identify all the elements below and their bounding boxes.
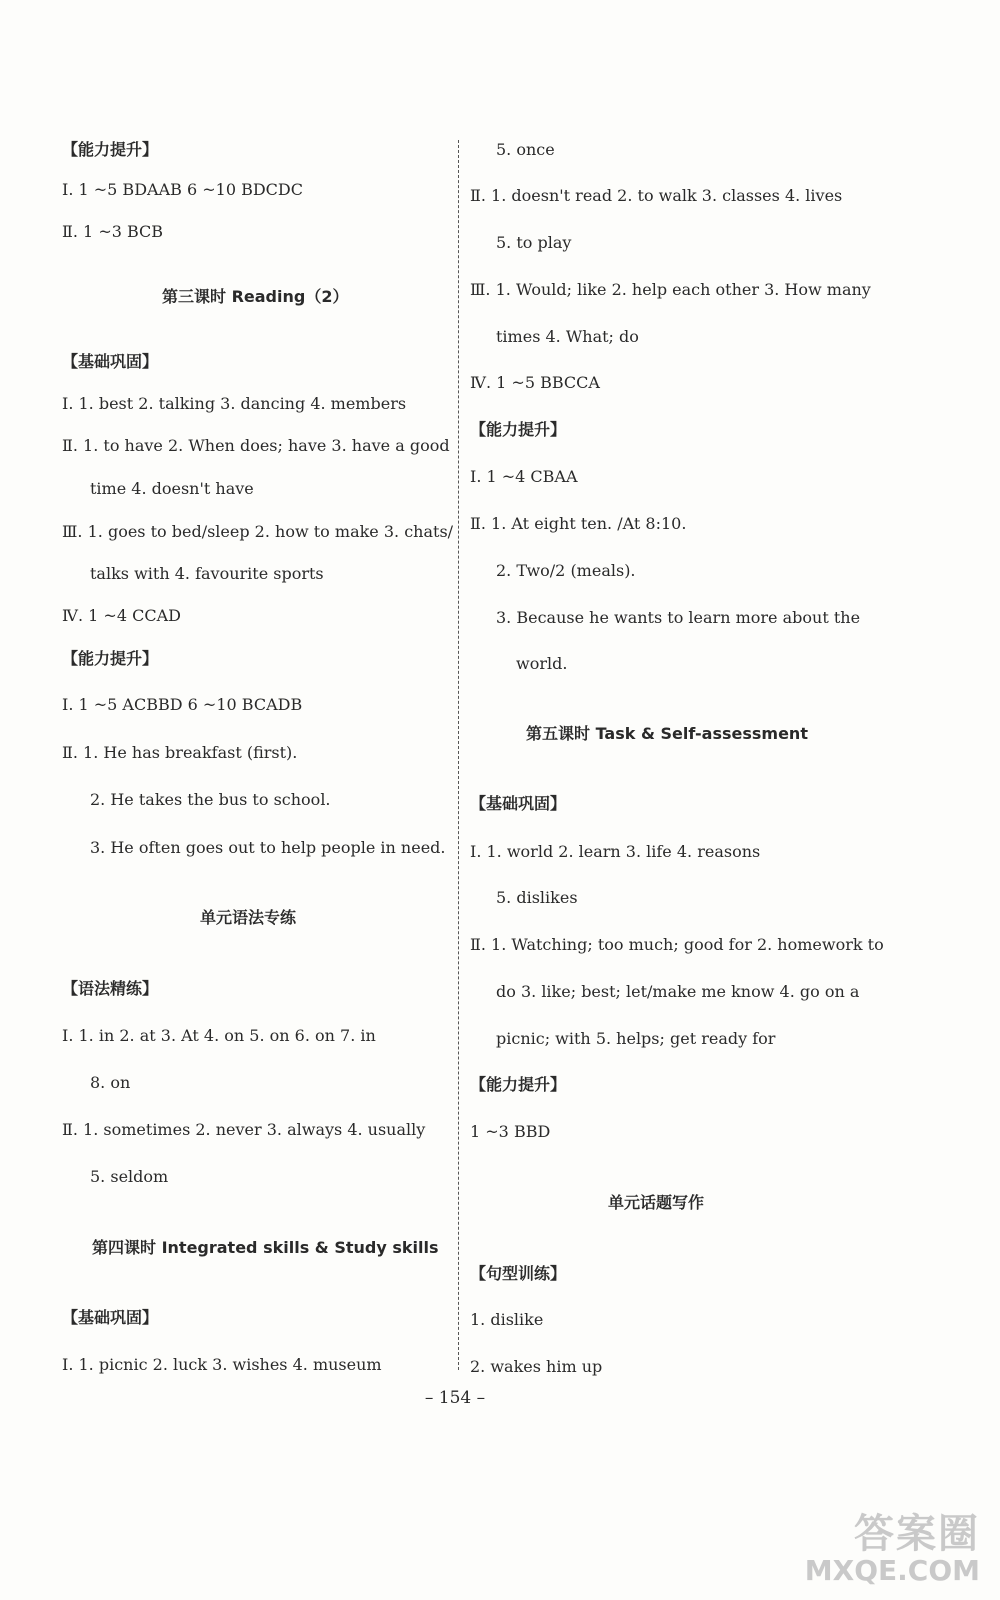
section-heading: 【能力提升】 <box>62 140 159 159</box>
section-heading: 【基础巩固】 <box>62 352 159 371</box>
page-number: – 154 – <box>424 1388 486 1408</box>
answer-line: talks with 4. favourite sports <box>90 564 324 583</box>
answer-line: Ⅰ. 1 ~4 CBAA <box>470 467 578 486</box>
answer-line: Ⅳ. 1 ~5 BBCCA <box>470 373 600 392</box>
answer-line: world. <box>516 654 568 673</box>
answer-line: 2. He takes the bus to school. <box>90 790 331 809</box>
answer-line: Ⅰ. 1 ~5 BDAAB 6 ~10 BDCDC <box>62 180 303 199</box>
answer-line: time 4. doesn't have <box>90 479 254 498</box>
section-heading: 【能力提升】 <box>470 420 567 439</box>
answer-line: Ⅱ. 1. to have 2. When does; have 3. have a good <box>62 436 450 455</box>
answer-line: 5. seldom <box>90 1167 169 1186</box>
answer-line: Ⅰ. 1. picnic 2. luck 3. wishes 4. museum <box>62 1355 382 1374</box>
answer-line: Ⅱ. 1 ~3 BCB <box>62 222 164 241</box>
watermark <box>760 1512 980 1592</box>
answer-line: Ⅳ. 1 ~4 CCAD <box>62 606 181 625</box>
section-heading: 【基础巩固】 <box>62 1308 159 1327</box>
answer-line: 5. to play <box>496 233 572 252</box>
answer-line: 8. on <box>90 1073 131 1092</box>
answer-line: 2. Two/2 (meals). <box>496 561 636 580</box>
answer-line: 5. once <box>496 140 555 159</box>
answer-line: Ⅰ. 1. in 2. at 3. At 4. on 5. on 6. on 7. in <box>62 1026 376 1045</box>
answer-line: Ⅱ. 1. doesn't read 2. to walk 3. classes 4. lives <box>470 186 843 205</box>
answer-line: picnic; with 5. helps; get ready for <box>496 1029 776 1048</box>
answer-line: Ⅱ. 1. At eight ten. /At 8:10. <box>470 514 687 533</box>
answer-line: 1 ~3 BBD <box>470 1122 551 1141</box>
answer-line: 2. wakes him up <box>470 1357 603 1376</box>
answer-line: Ⅲ. 1. goes to bed/sleep 2. how to make 3. chats/ <box>62 522 454 541</box>
section-heading: 【能力提升】 <box>470 1075 567 1094</box>
answer-line: times 4. What; do <box>496 327 639 346</box>
lesson-title: 第三课时 Reading（2） <box>162 287 349 306</box>
lesson-title: 单元话题写作 <box>608 1193 705 1212</box>
section-heading: 【句型训练】 <box>470 1264 567 1283</box>
answer-line: Ⅱ. 1. sometimes 2. never 3. always 4. usually <box>62 1120 426 1139</box>
answer-line: do 3. like; best; let/make me know 4. go on a <box>496 982 860 1001</box>
lesson-title: 第四课时 Integrated skills & Study skills <box>92 1238 439 1257</box>
column-divider <box>458 140 459 1370</box>
answer-line: Ⅱ. 1. Watching; too much; good for 2. homework to <box>470 935 884 954</box>
answer-line: 3. Because he wants to learn more about the <box>496 608 861 627</box>
lesson-title: 第五课时 Task & Self-assessment <box>526 724 808 743</box>
answer-line: 3. He often goes out to help people in need. <box>90 838 446 857</box>
watermark-logo: 答案圈 <box>854 1511 980 1557</box>
answer-line: Ⅱ. 1. He has breakfast (first). <box>62 743 298 762</box>
answer-line: 5. dislikes <box>496 888 578 907</box>
watermark-url: MXQE.COM <box>804 1554 980 1587</box>
section-heading: 【基础巩固】 <box>470 794 567 813</box>
section-heading: 【语法精练】 <box>62 979 159 998</box>
answer-line: Ⅰ. 1. best 2. talking 3. dancing 4. members <box>62 394 407 413</box>
answer-line: 1. dislike <box>470 1310 544 1329</box>
answer-line: Ⅰ. 1. world 2. learn 3. life 4. reasons <box>470 842 761 861</box>
lesson-title: 单元语法专练 <box>200 908 297 927</box>
answer-line: Ⅰ. 1 ~5 ACBBD 6 ~10 BCADB <box>62 695 303 714</box>
answer-line: Ⅲ. 1. Would; like 2. help each other 3. How many <box>470 280 871 299</box>
section-heading: 【能力提升】 <box>62 649 159 668</box>
